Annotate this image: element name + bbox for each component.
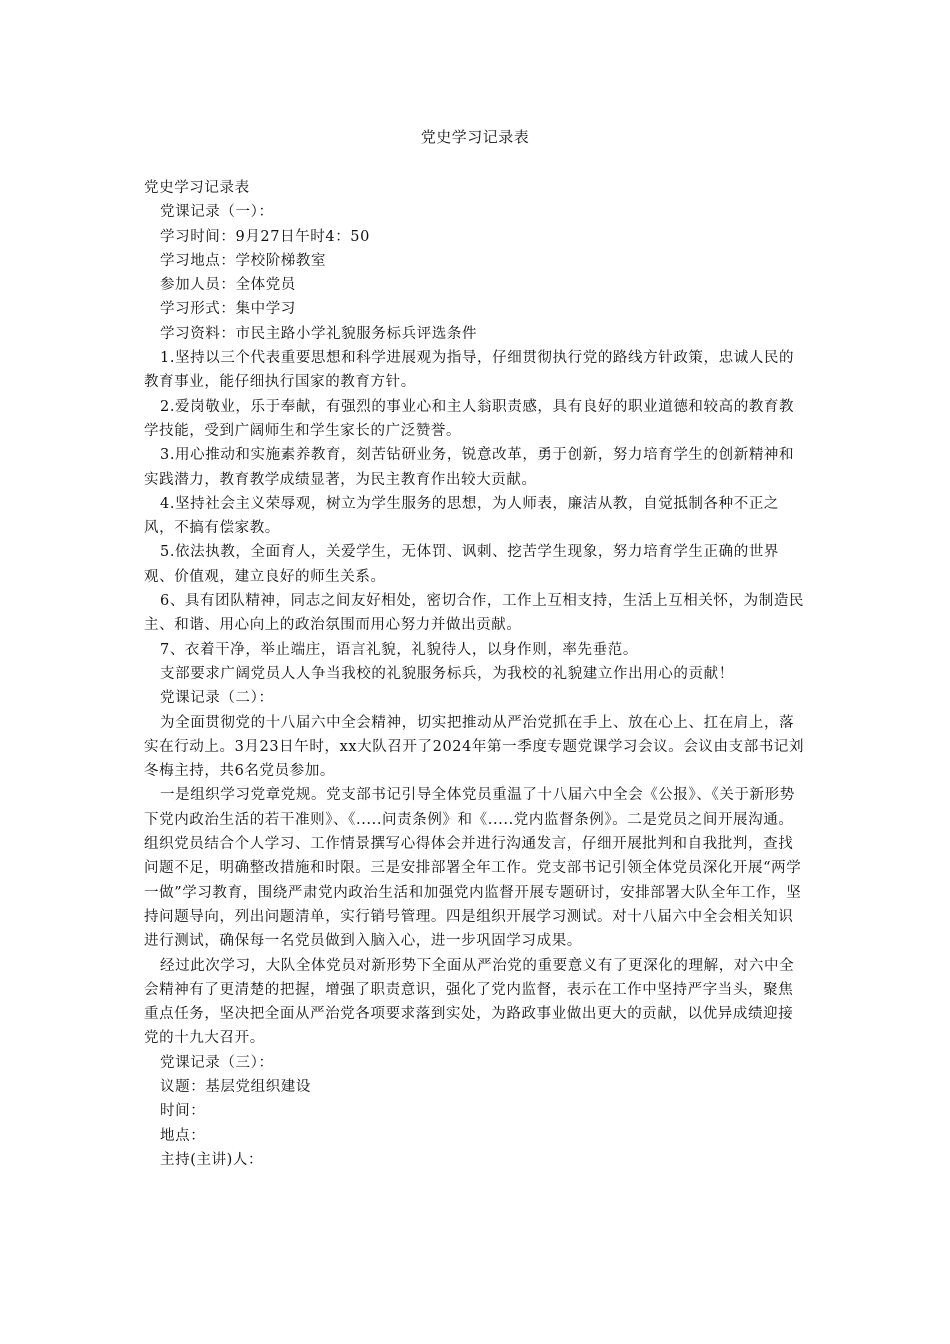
paragraph: 1.坚持以三个代表重要思想和科学进展观为指导，仔细贯彻执行党的路线方针政策，忠诚人民的教育事业，能仔细执行国家的教育方针。	[144, 350, 795, 391]
paragraph: 学习时间：9月27日午时4：50	[160, 228, 370, 245]
paragraph: 党课记录（二）：	[160, 690, 274, 707]
paragraph: 支部要求广阔党员人人争当我校的礼貌服务标兵，为我校的礼貌建立作出用心的贡献！	[160, 665, 734, 682]
paragraph: 党史学习记录表	[144, 180, 250, 196]
paragraph: 主持(主讲)人：	[160, 1151, 264, 1168]
paragraph: 参加人员：全体党员	[160, 277, 296, 294]
paragraph: 一是组织学习党章党规。党支部书记引导全体党员重温了十八届六中全会《公报》、《关于新形势下党内政治生活的若干准则》、《.....问责条例》和《.....党内监督条例》。二是党员之间开展沟通。组织党员结合个人学习、工作情景撰写心得体会并进行沟通发言，仔细开展批判和自我批判，查找问题不足，明确整改措施和时限。三是安排部署全年工作。党支部书记引领全体党员深化开展“两学一做”学习教育，围绕严肃党内政治生活和加强党内监督开展专题研讨，安排部署大队全年工作，坚持问题导向，列出问题清单，实行销号管理。四是组织开展学习测试。对十八届六中全会相关知识进行测试，确保每一名党员做到入脑入心，进一步巩固学习成果。	[144, 787, 802, 950]
paragraph: 3.用心推动和实施素养教育，刻苦钻研业务，锐意改革，勇于创新，努力培育学生的创新精神和实践潜力，教育教学成绩显著，为民主教育作出较大贡献。	[144, 447, 795, 488]
paragraph: 7、衣着干净，举止端庄，语言礼貌，礼貌待人，以身作则，率先垂范。	[160, 641, 638, 658]
paragraph: 党课记录（一）：	[160, 204, 274, 221]
paragraph: 地点：	[160, 1127, 206, 1144]
paragraph: 学习地点：学校阶梯教室	[160, 252, 327, 269]
document-body	[144, 176, 808, 1172]
document-title: 党史学习记录表	[420, 128, 530, 146]
paragraph: 议题：基层党组织建设	[160, 1078, 311, 1095]
paragraph: 为全面贯彻党的十八届六中全会精神，切实把推动从严治党抓在手上、放在心上、扛在肩上，落实在行动上。3月23日午时，xx大队召开了2024年第一季度专题党课学习会议。会议由支部书记刘冬梅主持，共6名党员参加。	[144, 714, 805, 780]
paragraph: 经过此次学习，大队全体党员对新形势下全面从严治党的重要意义有了更深化的理解，对六中全会精神有了更清楚的把握，增强了职责意识，强化了党内监督，表示在工作中坚持严字当头，聚焦重点任务，坚决把全面从严治党各项要求落到实处，为路政事业做出更大的贡献，以优异成绩迎接党的十九大召开。	[144, 957, 795, 1047]
paragraph: 6、具有团队精神，同志之间友好相处，密切合作，工作上互相支持，生活上互相关怀，为制造民主、和谐、用心向上的政治氛围而用心努力并做出贡献。	[144, 593, 805, 634]
paragraph: 4.坚持社会主义荣辱观，树立为学生服务的思想，为人师表，廉洁从教，自觉抵制各种不正之风，不搞有偿家教。	[144, 495, 780, 537]
paragraph: 党课记录（三）：	[160, 1054, 274, 1071]
paragraph: 学习形式：集中学习	[160, 301, 296, 318]
paragraph: 5.依法执教，全面育人，关爱学生，无体罚、讽刺、挖苦学生现象，努力培育学生正确的世界观、价值观，建立良好的师生关系。	[144, 544, 780, 585]
paragraph: 学习资料：市民主路小学礼貌服务标兵评选条件	[160, 325, 478, 342]
paragraph: 时间：	[160, 1103, 206, 1120]
paragraph: 2.爱岗敬业，乐于奉献，有强烈的事业心和主人翁职责感，具有良好的职业道德和较高的教育教学技能，受到广阔师生和学生家长的广泛赞誉。	[144, 398, 795, 439]
